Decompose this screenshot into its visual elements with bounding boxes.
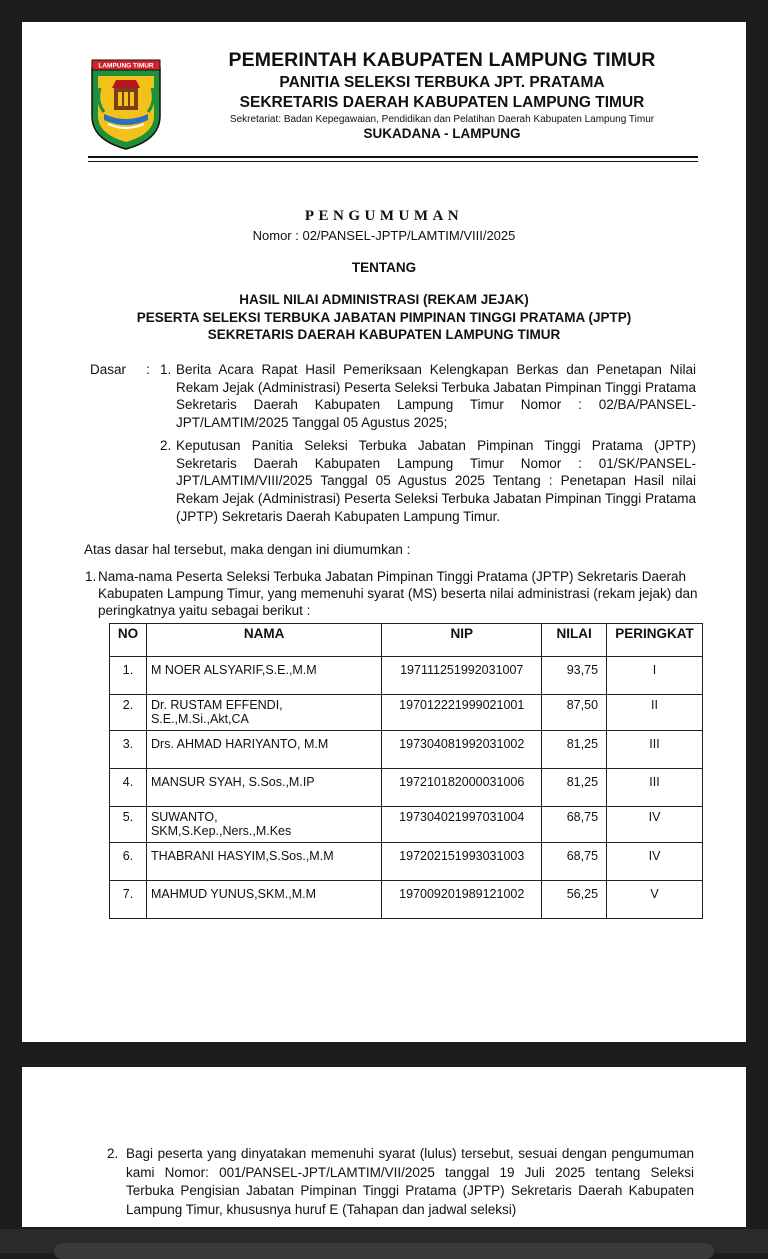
cell-peringkat: II bbox=[607, 695, 703, 731]
cell-nama: MANSUR SYAH, S.Sos.,M.IP bbox=[146, 769, 381, 807]
letterhead-line-3: SEKRETARIS DAERAH KABUPATEN LAMPUNG TIMUR bbox=[239, 94, 645, 111]
letterhead-line-2: PANITIA SELEKSI TERBUKA JPT. PRATAMA bbox=[279, 74, 605, 91]
cell-no: 3. bbox=[110, 731, 147, 769]
cell-nama-line-1: Dr. RUSTAM EFFENDI, bbox=[150, 698, 283, 712]
letterhead-address: Sekretariat: Badan Kepegawaian, Pendidikan dan Pelatihan Daerah Kabupaten Lampung Timur bbox=[229, 114, 655, 125]
header-nama: NAMA bbox=[146, 624, 381, 657]
point-1-text: Nama-nama Peserta Seleksi Terbuka Jabatan Pimpinan Tinggi Pratama (JPTP) Sekretaris Daerah Kabupaten Lampung Timur, yang memenuhi syarat (MS) beserta nilai administrasi (rekam jejak) dan peringkatnya yaitu sebagai berikut : bbox=[98, 569, 698, 619]
document-page-2 bbox=[22, 1067, 746, 1227]
cell-peringkat: III bbox=[607, 769, 703, 807]
announcement-subject-1: HASIL NILAI ADMINISTRASI (REKAM JEJAK) bbox=[239, 292, 529, 307]
cell-peringkat: IV bbox=[607, 843, 703, 881]
header-peringkat: PERINGKAT bbox=[607, 624, 703, 657]
letterhead-rule-thin bbox=[88, 161, 698, 162]
table-row bbox=[110, 695, 703, 731]
results-table bbox=[109, 623, 703, 919]
announcement-tentang: TENTANG bbox=[351, 260, 417, 275]
letterhead-line-1: PEMERINTAH KABUPATEN LAMPUNG TIMUR bbox=[228, 49, 656, 71]
dasar-item-2-text: Keputusan Panitia Seleksi Terbuka Jabatan Pimpinan Tinggi Pratama (JPTP) Sekretaris Daerah Kabupaten Lampung Timur Nomor : 01/SK/PANSEL-JPT/LAMTIM/VIII/2025 Tanggal 05 Agustus 2025 Tentang : Penetapan Hasil nilai Rekam Jejak (Administrasi) Peserta Seleksi Terbuka Jabatan Pimpinan Tinggi Pratama (JPTP) Sekretaris Daerah Kabupaten Lampung Timur. bbox=[176, 438, 696, 524]
header-no: NO bbox=[110, 624, 147, 657]
point-1 bbox=[85, 568, 708, 620]
dasar-label: Dasar bbox=[90, 362, 127, 377]
cell-nama: MAHMUD YUNUS,SKM.,M.M bbox=[146, 881, 381, 919]
cell-nip: 197304021997031004 bbox=[382, 807, 542, 843]
cell-nip: 197012221999021001 bbox=[382, 695, 542, 731]
table-header-row bbox=[110, 624, 703, 657]
cell-no: 7. bbox=[110, 881, 147, 919]
lampung-timur-logo bbox=[90, 58, 162, 150]
cell-nama bbox=[146, 695, 381, 731]
announcement-subject-2: PESERTA SELEKSI TERBUKA JABATAN PIMPINAN TINGGI PRATAMA (JPTP) bbox=[136, 310, 632, 325]
point-2 bbox=[107, 1145, 694, 1219]
cell-nilai: 81,25 bbox=[542, 769, 607, 807]
cell-no: 2. bbox=[110, 695, 147, 731]
cell-no: 4. bbox=[110, 769, 147, 807]
dasar-item-2-number: 2. bbox=[160, 438, 172, 453]
cell-nilai: 68,75 bbox=[542, 807, 607, 843]
cell-nama-line-2: S.E.,M.Si.,Akt,CA bbox=[150, 711, 249, 726]
point-1-number: 1. bbox=[85, 569, 97, 584]
viewer-scroll-pill[interactable] bbox=[54, 1243, 714, 1259]
cell-nip: 197009201989121002 bbox=[382, 881, 542, 919]
table-row bbox=[110, 881, 703, 919]
table-row bbox=[110, 657, 703, 695]
dasar-item-2 bbox=[160, 437, 696, 526]
announcement-subject-3: SEKRETARIS DAERAH KABUPATEN LAMPUNG TIMUR bbox=[207, 327, 561, 342]
table-row bbox=[110, 843, 703, 881]
dasar-item-1-number: 1. bbox=[160, 362, 172, 377]
cell-nama-line-2: SKM,S.Kep.,Ners.,M.Kes bbox=[150, 823, 292, 838]
cell-nama: Drs. AHMAD HARIYANTO, M.M bbox=[146, 731, 381, 769]
dasar-colon: : bbox=[146, 362, 150, 377]
cell-nip: 197304081992031002 bbox=[382, 731, 542, 769]
cell-nilai: 87,50 bbox=[542, 695, 607, 731]
letterhead-rule-thick bbox=[88, 156, 698, 158]
dasar-item-1-text: Berita Acara Rapat Hasil Pemeriksaan Kelengkapan Berkas dan Penetapan Nilai Rekam Jejak (Administrasi) Peserta Seleksi Terbuka Jabatan Pimpinan Tinggi Pratama Sekretaris Daerah Kabupaten Lampung Timur Nomor : 02/BA/PANSEL-JPT/LAMTIM/2025 Tanggal 05 Agustus 2025; bbox=[176, 362, 696, 431]
announcement-title: PENGUMUMAN bbox=[304, 208, 464, 224]
cell-nilai: 81,25 bbox=[542, 731, 607, 769]
table-row bbox=[110, 807, 703, 843]
cell-nilai: 56,25 bbox=[542, 881, 607, 919]
announcement-number: Nomor : 02/PANSEL-JPTP/LAMTIM/VIII/2025 bbox=[252, 228, 516, 243]
cell-nama-line-1: SUWANTO, bbox=[150, 810, 218, 824]
table-row bbox=[110, 769, 703, 807]
letterhead-city: SUKADANA - LAMPUNG bbox=[363, 126, 521, 141]
cell-peringkat: III bbox=[607, 731, 703, 769]
header-nilai: NILAI bbox=[542, 624, 607, 657]
cell-peringkat: I bbox=[607, 657, 703, 695]
cell-nama bbox=[146, 807, 381, 843]
cell-nilai: 68,75 bbox=[542, 843, 607, 881]
header-nip: NIP bbox=[382, 624, 542, 657]
cell-no: 1. bbox=[110, 657, 147, 695]
document-page-1 bbox=[22, 22, 746, 1042]
table-row bbox=[110, 731, 703, 769]
cell-nip: 197202151993031003 bbox=[382, 843, 542, 881]
cell-no: 5. bbox=[110, 807, 147, 843]
cell-nilai: 93,75 bbox=[542, 657, 607, 695]
cell-nama: M NOER ALSYARIF,S.E.,M.M bbox=[146, 657, 381, 695]
atas-dasar-text: Atas dasar hal tersebut, maka dengan ini diumumkan : bbox=[84, 542, 411, 557]
point-2-text: Bagi peserta yang dinyatakan memenuhi syarat (lulus) tersebut, sesuai dengan pengumuman kami Nomor: 001/PANSEL-JPT/LAMTIM/VII/2025 tanggal 19 Juli 2025 tentang Seleksi Terbuka Pengisian Jabatan Pimpinan Tinggi Pratama (JPTP) Sekretaris Daerah Kabupaten Lampung Timur, khususnya huruf E (Tahapan dan jadwal seleksi) bbox=[126, 1146, 694, 1217]
cell-peringkat: IV bbox=[607, 807, 703, 843]
cell-nip: 197210182000031006 bbox=[382, 769, 542, 807]
dasar-item-1 bbox=[160, 361, 696, 432]
cell-peringkat: V bbox=[607, 881, 703, 919]
cell-nip: 197111251992031007 bbox=[382, 657, 542, 695]
logo-banner-text: LAMPUNG TIMUR bbox=[98, 62, 154, 70]
cell-no: 6. bbox=[110, 843, 147, 881]
point-2-number: 2. bbox=[107, 1146, 119, 1161]
cell-nama: THABRANI HASYIM,S.Sos.,M.M bbox=[146, 843, 381, 881]
